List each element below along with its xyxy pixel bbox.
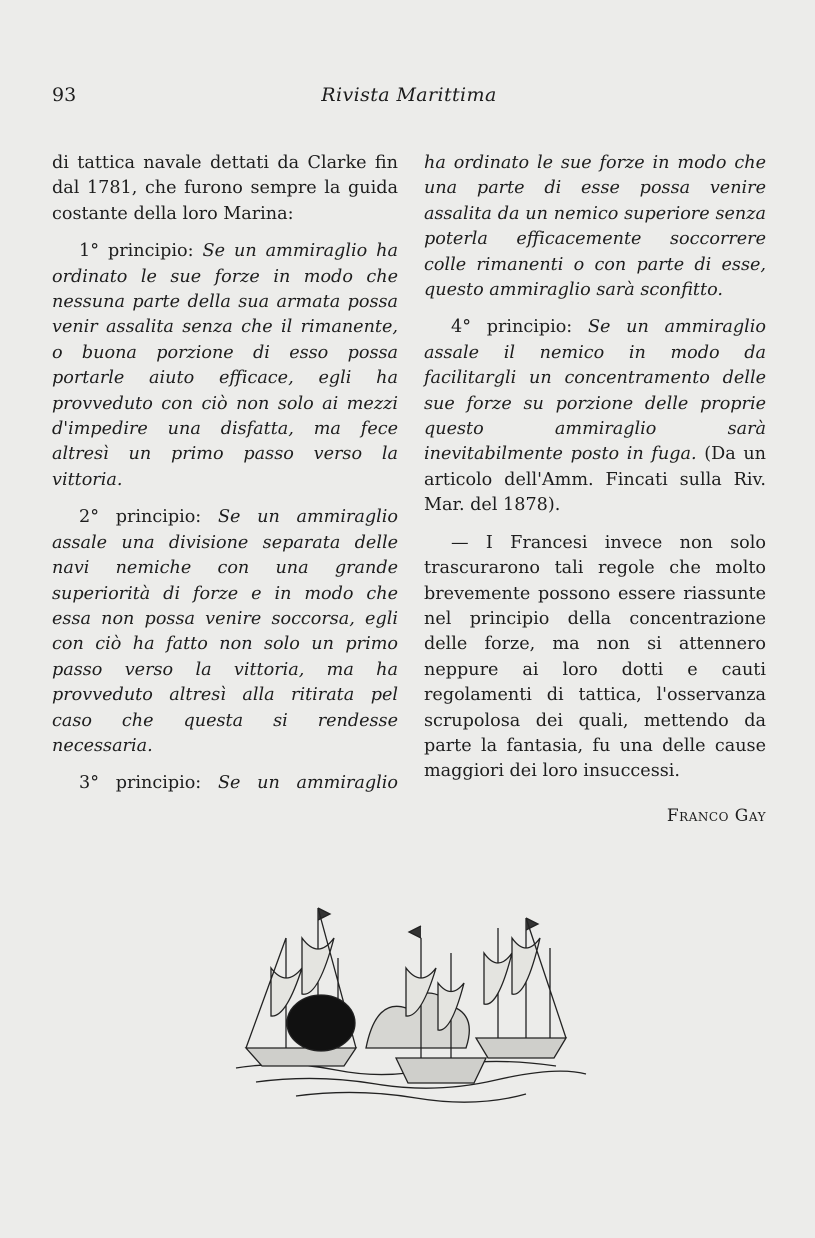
running-header [52, 84, 766, 110]
principle-text: ha ordinato le sue forze in modo che una parte di esse possa venire assalita da un nemico superiore senza poterla efficacemente soccorrere colle rimanenti o con parte di esse, questo ammiraglio sarà sconfitto. [424, 153, 766, 301]
citation: (Da un articolo dell'Amm. Fincati sulla Riv. Mar. del 1878). [424, 444, 767, 516]
principle-text: Se un ammiraglio [217, 773, 398, 794]
right-column [424, 151, 766, 797]
principle-text: Se un ammiraglio assale il nemico in modo da facilitargli un concentramento delle sue forze su porzione delle proprie questo ammiraglio sarà inevitabilmente posto in fuga. [424, 317, 766, 465]
principle-label: 1° principio: [79, 241, 203, 262]
running-title: Rivista Marittima [321, 84, 497, 106]
page-number: 93 [52, 84, 77, 106]
principle-2 [52, 505, 398, 759]
principle-4 [424, 315, 766, 518]
author-signature: Franco Gay [666, 806, 766, 826]
principle-1 [52, 239, 398, 493]
principle-label: 2° principio: [79, 507, 218, 528]
principle-3 [52, 771, 398, 796]
principle-label: 4° principio: [451, 317, 588, 338]
paragraph: — I Francesi invece non solo trascurarono tali regole che molto brevemente possono essere riassunte nel principio della concentrazione delle forze, ma non si attennero neppure ai loro dotti e cauti regolamenti di tattica, l'osservanza scrupolosa dei quali, mettendo da parte la fantasia, fu una delle cause maggiori dei loro insuccessi. [424, 532, 766, 782]
principle-text: Se un ammiraglio ha ordinato le sue forze in modo che nessuna parte della sua armata possa venir assalita senza che il rimanente, o buona porzione di esso possa portarle aiuto efficace, egli ha provveduto con ciò non solo ai mezzi d'impedire una disfatta, ma fece altresì un primo passo verso la vittoria. [52, 241, 398, 490]
principle-3-continued [424, 151, 766, 303]
left-column [52, 151, 398, 809]
principle-text: Se un ammiraglio assale una divisione separata delle navi nemiche con una grande superiorità di forze e in modo che essa non possa venire soccorsa, egli con ciò ha fatto non solo un primo passo verso la vittoria, ma ha provveduto altresì alla ritirata pel caso che questa si rendesse necessaria. [52, 507, 398, 756]
naval-battle-illustration [226, 898, 598, 1118]
principle-label: 3° principio: [79, 773, 218, 794]
paragraph: di tattica navale dettati da Clarke fin dal 1781, che furono sempre la guida costante della loro Marina: [52, 153, 398, 224]
